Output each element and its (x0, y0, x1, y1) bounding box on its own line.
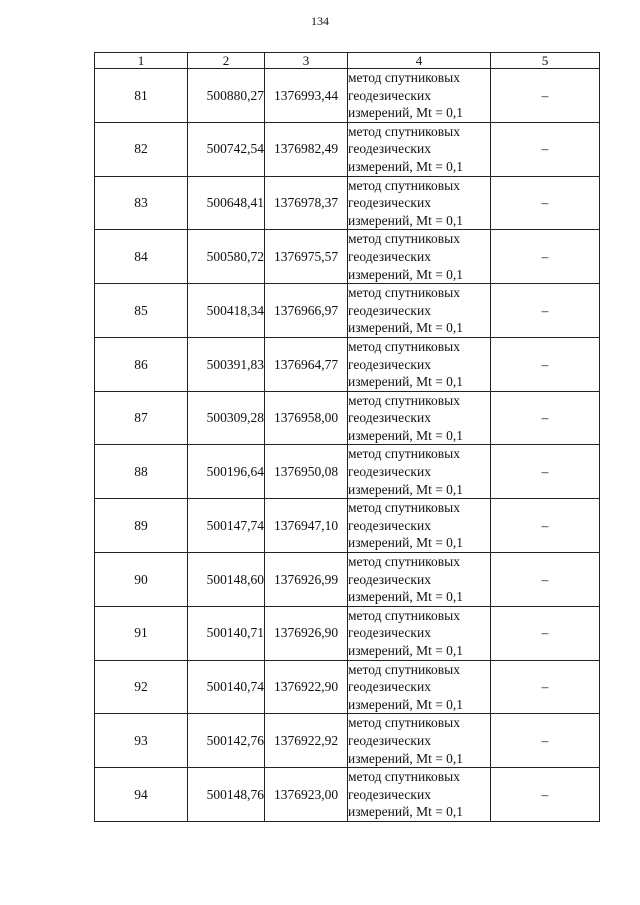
table-row (95, 499, 600, 553)
method-line-2: геодезических (348, 141, 431, 157)
page-number: 134 (311, 14, 329, 28)
method-line-3: измерений, Mt = 0,1 (348, 320, 464, 336)
method-line-3: измерений, Mt = 0,1 (348, 750, 464, 766)
method-line-1: метод спутниковых (348, 500, 460, 516)
point-number: 85 (95, 284, 188, 338)
method-line-1: метод спутниковых (348, 177, 460, 193)
coordinate-y: 1376964,77 (265, 337, 348, 391)
method-line-3: измерений, Mt = 0,1 (348, 804, 464, 820)
method-line-2: геодезических (348, 571, 431, 587)
coordinate-y: 1376922,90 (265, 660, 348, 714)
header-col-1: 1 (95, 53, 188, 69)
table-row (95, 660, 600, 714)
point-number: 93 (95, 714, 188, 768)
method-line-2: геодезических (348, 248, 431, 264)
coordinate-y: 1376993,44 (265, 69, 348, 123)
header-col-3: 3 (265, 53, 348, 69)
method-line-1: метод спутниковых (348, 285, 460, 301)
coordinate-x: 500391,83 (188, 337, 265, 391)
header-col-4: 4 (348, 53, 491, 69)
method-line-1: метод спутниковых (348, 446, 460, 462)
error-description-dash: – (491, 714, 600, 768)
method-line-2: геодезических (348, 302, 431, 318)
coordinate-y: 1376922,92 (265, 714, 348, 768)
method-line-1: метод спутниковых (348, 661, 460, 677)
method-cell (348, 337, 491, 391)
table-header-row (95, 53, 600, 69)
point-number: 81 (95, 69, 188, 123)
point-number: 86 (95, 337, 188, 391)
table-row (95, 606, 600, 660)
method-line-1: метод спутниковых (348, 123, 460, 139)
method-cell (348, 606, 491, 660)
method-line-3: измерений, Mt = 0,1 (348, 589, 464, 605)
method-cell (348, 499, 491, 553)
coordinate-x: 500142,76 (188, 714, 265, 768)
point-number: 88 (95, 445, 188, 499)
method-cell (348, 284, 491, 338)
method-cell (348, 122, 491, 176)
coordinate-x: 500309,28 (188, 391, 265, 445)
coordinate-y: 1376958,00 (265, 391, 348, 445)
method-cell (348, 69, 491, 123)
coordinate-y: 1376926,90 (265, 606, 348, 660)
point-number: 90 (95, 553, 188, 607)
method-line-3: измерений, Mt = 0,1 (348, 643, 464, 658)
point-number: 82 (95, 122, 188, 176)
header-col-2: 2 (188, 53, 265, 69)
method-line-2: геодезических (348, 410, 431, 426)
point-number: 94 (95, 768, 188, 822)
coordinate-y: 1376947,10 (265, 499, 348, 553)
point-number: 83 (95, 176, 188, 230)
method-line-2: геодезических (348, 517, 431, 533)
coordinate-x: 500418,34 (188, 284, 265, 338)
point-number: 91 (95, 606, 188, 660)
table-body (95, 69, 600, 822)
method-line-3: измерений, Mt = 0,1 (348, 481, 464, 497)
error-description-dash: – (491, 553, 600, 607)
coordinates-table (94, 52, 600, 822)
coordinate-x: 500148,76 (188, 768, 265, 822)
coordinate-x: 500880,27 (188, 69, 265, 123)
table-row (95, 714, 600, 768)
header-col-5: 5 (491, 53, 600, 69)
coordinate-x: 500580,72 (188, 230, 265, 284)
method-line-2: геодезических (348, 464, 431, 480)
method-line-2: геодезических (348, 195, 431, 211)
table-row (95, 337, 600, 391)
method-cell (348, 768, 491, 822)
method-line-1: метод спутниковых (348, 392, 460, 408)
method-cell (348, 176, 491, 230)
table-row (95, 553, 600, 607)
error-description-dash: – (491, 69, 600, 123)
table-row (95, 122, 600, 176)
point-number: 84 (95, 230, 188, 284)
error-description-dash: – (491, 337, 600, 391)
method-line-1: метод спутниковых (348, 231, 460, 247)
coordinate-y: 1376982,49 (265, 122, 348, 176)
coordinate-x: 500140,74 (188, 660, 265, 714)
method-line-1: метод спутниковых (348, 338, 460, 354)
error-description-dash: – (491, 499, 600, 553)
method-line-3: измерений, Mt = 0,1 (348, 158, 464, 174)
coordinate-y: 1376950,08 (265, 445, 348, 499)
method-cell (348, 445, 491, 499)
method-cell (348, 230, 491, 284)
error-description-dash: – (491, 391, 600, 445)
table-row (95, 176, 600, 230)
point-number: 92 (95, 660, 188, 714)
error-description-dash: – (491, 122, 600, 176)
method-line-1: метод спутниковых (348, 70, 460, 85)
table-row (95, 768, 600, 822)
table-row (95, 230, 600, 284)
error-description-dash: – (491, 284, 600, 338)
point-number: 89 (95, 499, 188, 553)
method-line-2: геодезических (348, 356, 431, 372)
method-line-3: измерений, Mt = 0,1 (348, 696, 464, 712)
method-line-2: геодезических (348, 679, 431, 695)
error-description-dash: – (491, 445, 600, 499)
table-row (95, 69, 600, 123)
method-line-1: метод спутниковых (348, 554, 460, 570)
method-cell (348, 553, 491, 607)
method-cell (348, 391, 491, 445)
method-line-3: измерений, Mt = 0,1 (348, 266, 464, 282)
coordinate-x: 500648,41 (188, 176, 265, 230)
coordinate-y: 1376926,99 (265, 553, 348, 607)
error-description-dash: – (491, 606, 600, 660)
coordinate-x: 500196,64 (188, 445, 265, 499)
coordinate-y: 1376975,57 (265, 230, 348, 284)
method-line-2: геодезических (348, 87, 431, 103)
method-line-1: метод спутниковых (348, 769, 460, 785)
method-line-3: измерений, Mt = 0,1 (348, 105, 464, 121)
method-line-3: измерений, Mt = 0,1 (348, 212, 464, 228)
method-line-2: геодезических (348, 786, 431, 802)
error-description-dash: – (491, 660, 600, 714)
coordinate-x: 500147,74 (188, 499, 265, 553)
coordinate-x: 500148,60 (188, 553, 265, 607)
coordinate-y: 1376966,97 (265, 284, 348, 338)
method-cell (348, 660, 491, 714)
point-number: 87 (95, 391, 188, 445)
method-line-2: геодезических (348, 732, 431, 748)
method-line-3: измерений, Mt = 0,1 (348, 374, 464, 390)
table-row (95, 284, 600, 338)
method-line-1: метод спутниковых (348, 715, 460, 731)
table-row (95, 391, 600, 445)
coordinate-y: 1376978,37 (265, 176, 348, 230)
error-description-dash: – (491, 230, 600, 284)
error-description-dash: – (491, 768, 600, 822)
coordinate-y: 1376923,00 (265, 768, 348, 822)
coordinate-x: 500742,54 (188, 122, 265, 176)
coordinate-x: 500140,71 (188, 606, 265, 660)
method-line-1: метод спутниковых (348, 607, 460, 623)
method-cell (348, 714, 491, 768)
error-description-dash: – (491, 176, 600, 230)
method-line-3: измерений, Mt = 0,1 (348, 427, 464, 443)
table-row (95, 445, 600, 499)
method-line-3: измерений, Mt = 0,1 (348, 535, 464, 551)
method-line-2: геодезических (348, 625, 431, 641)
